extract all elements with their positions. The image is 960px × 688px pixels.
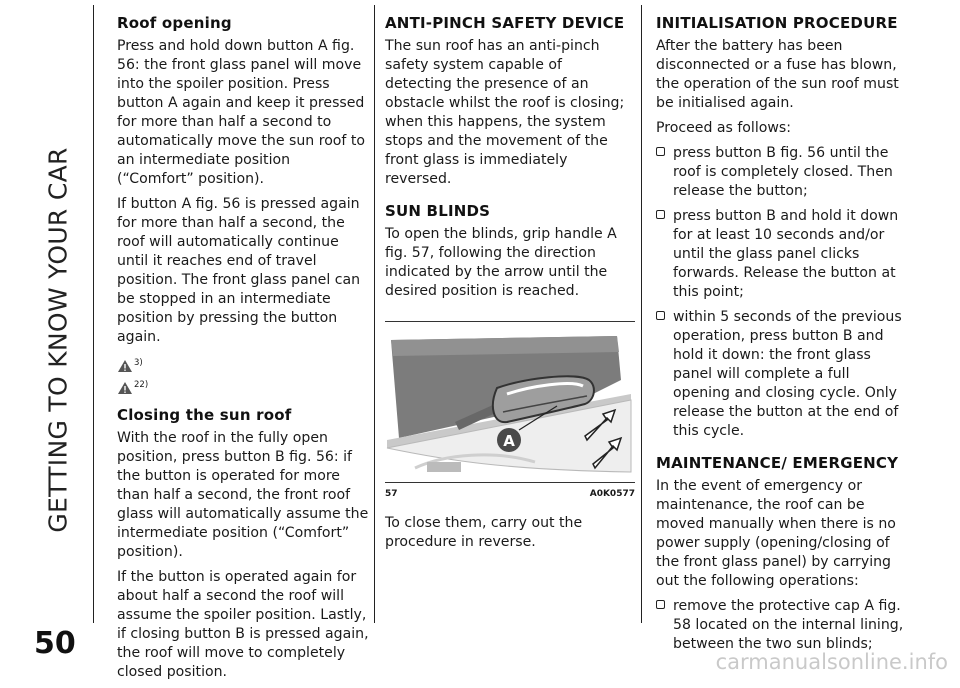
paragraph: Proceed as follows: xyxy=(656,120,791,136)
figure-number: 57 xyxy=(385,489,398,499)
figure-caption xyxy=(385,483,635,504)
warning-triangle-icon xyxy=(117,381,133,395)
heading-initialisation: INITIALISATION PROCEDURE xyxy=(656,14,898,32)
column-2 xyxy=(385,15,633,558)
figure-callout-a: A xyxy=(503,432,515,450)
list-item-text: press button B fig. 56 until the roof is completely closed. Then release the button; xyxy=(673,145,893,199)
heading-maintenance-emergency: MAINTENANCE/ EMERGENCY xyxy=(656,454,899,472)
checkbox-bullet-icon xyxy=(656,600,665,609)
column-3 xyxy=(656,15,906,660)
paragraph: The sun roof has an anti-pinch safety system capable of detecting the presence of an obstacle whilst the roof is closing; when this happens, the system stops and the movement of the front glass is immediately reversed. xyxy=(385,38,625,187)
warning-reference xyxy=(117,353,369,373)
paragraph: Press and hold down button A fig. 56: the front glass panel will move into the spoiler position. Press button A again and keep it pressed for more than half a second to automatically move the sun roof to an intermediate position (“Comfort” position). xyxy=(117,38,366,187)
paragraph: If the button is operated again for about half a second the roof will assume the spoiler position. Lastly, if closing button B is pressed again, the roof will move to completely closed position. xyxy=(117,569,369,680)
warning-triangle-icon xyxy=(117,359,133,373)
column-divider xyxy=(641,5,642,623)
list-item-text: remove the protective cap A fig. 58 located on the internal lining, between the two sun blinds; xyxy=(673,598,904,652)
checkbox-bullet-icon xyxy=(656,210,665,219)
heading-sun-blinds: SUN BLINDS xyxy=(385,202,491,220)
paragraph: To close them, carry out the procedure in reverse. xyxy=(385,515,583,550)
column-divider xyxy=(374,5,375,623)
checkbox-bullet-icon xyxy=(656,147,665,156)
section-side-title: GETTING TO KNOW YOUR CAR xyxy=(43,147,73,533)
heading-closing-sun-roof: Closing the sun roof xyxy=(117,406,292,424)
heading-roof-opening: Roof opening xyxy=(117,14,232,32)
paragraph: If button A fig. 56 is pressed again for more than half a second, the roof will automatically continue until it reaches end of travel position. The front glass panel can be stopped in an intermediate position by pressing the button again. xyxy=(117,196,361,345)
sun-blind-handle-illustration xyxy=(385,322,635,482)
paragraph: To open the blinds, grip handle A fig. 57, following the direction indicated by the arrow until the desired position is reached. xyxy=(385,226,617,299)
list-item xyxy=(656,207,906,302)
list-item xyxy=(656,308,906,441)
figure-code: A0K0577 xyxy=(589,489,635,499)
page-number: 50 xyxy=(34,626,76,661)
list-item xyxy=(656,597,906,654)
watermark: carmanualsonline.info xyxy=(715,650,948,674)
paragraph: In the event of emergency or maintenance, the roof can be moved manually when there is no power supply (opening/closing of the front glass panel) by carrying out the following operations: xyxy=(656,478,896,589)
checkbox-bullet-icon xyxy=(656,311,665,320)
list-item-text: within 5 seconds of the previous operation, press button B and hold it down: the front glass panel will complete a full opening and closing cycle. Only release the button at the end of this cycle. xyxy=(673,309,902,439)
figure-57 xyxy=(385,321,635,504)
column-divider xyxy=(93,5,94,623)
paragraph: After the battery has been disconnected or a fuse has blown, the operation of the sun roof must be initialised again. xyxy=(656,38,899,111)
warning-ref-label: 3) xyxy=(134,358,143,368)
heading-anti-pinch: ANTI-PINCH SAFETY DEVICE xyxy=(385,14,625,32)
list-item-text: press button B and hold it down for at least 10 seconds and/or until the glass panel clicks forwards. Release the button at this point; xyxy=(673,208,899,300)
warning-reference xyxy=(117,375,369,395)
column-1 xyxy=(117,15,369,688)
warning-ref-label: 22) xyxy=(134,380,149,390)
list-item xyxy=(656,144,906,201)
paragraph: With the roof in the fully open position, press button B fig. 56: if the button is operated for more than half a second, the front roof glass will automatically assume the intermediate position (“Comfort” position). xyxy=(117,430,369,560)
